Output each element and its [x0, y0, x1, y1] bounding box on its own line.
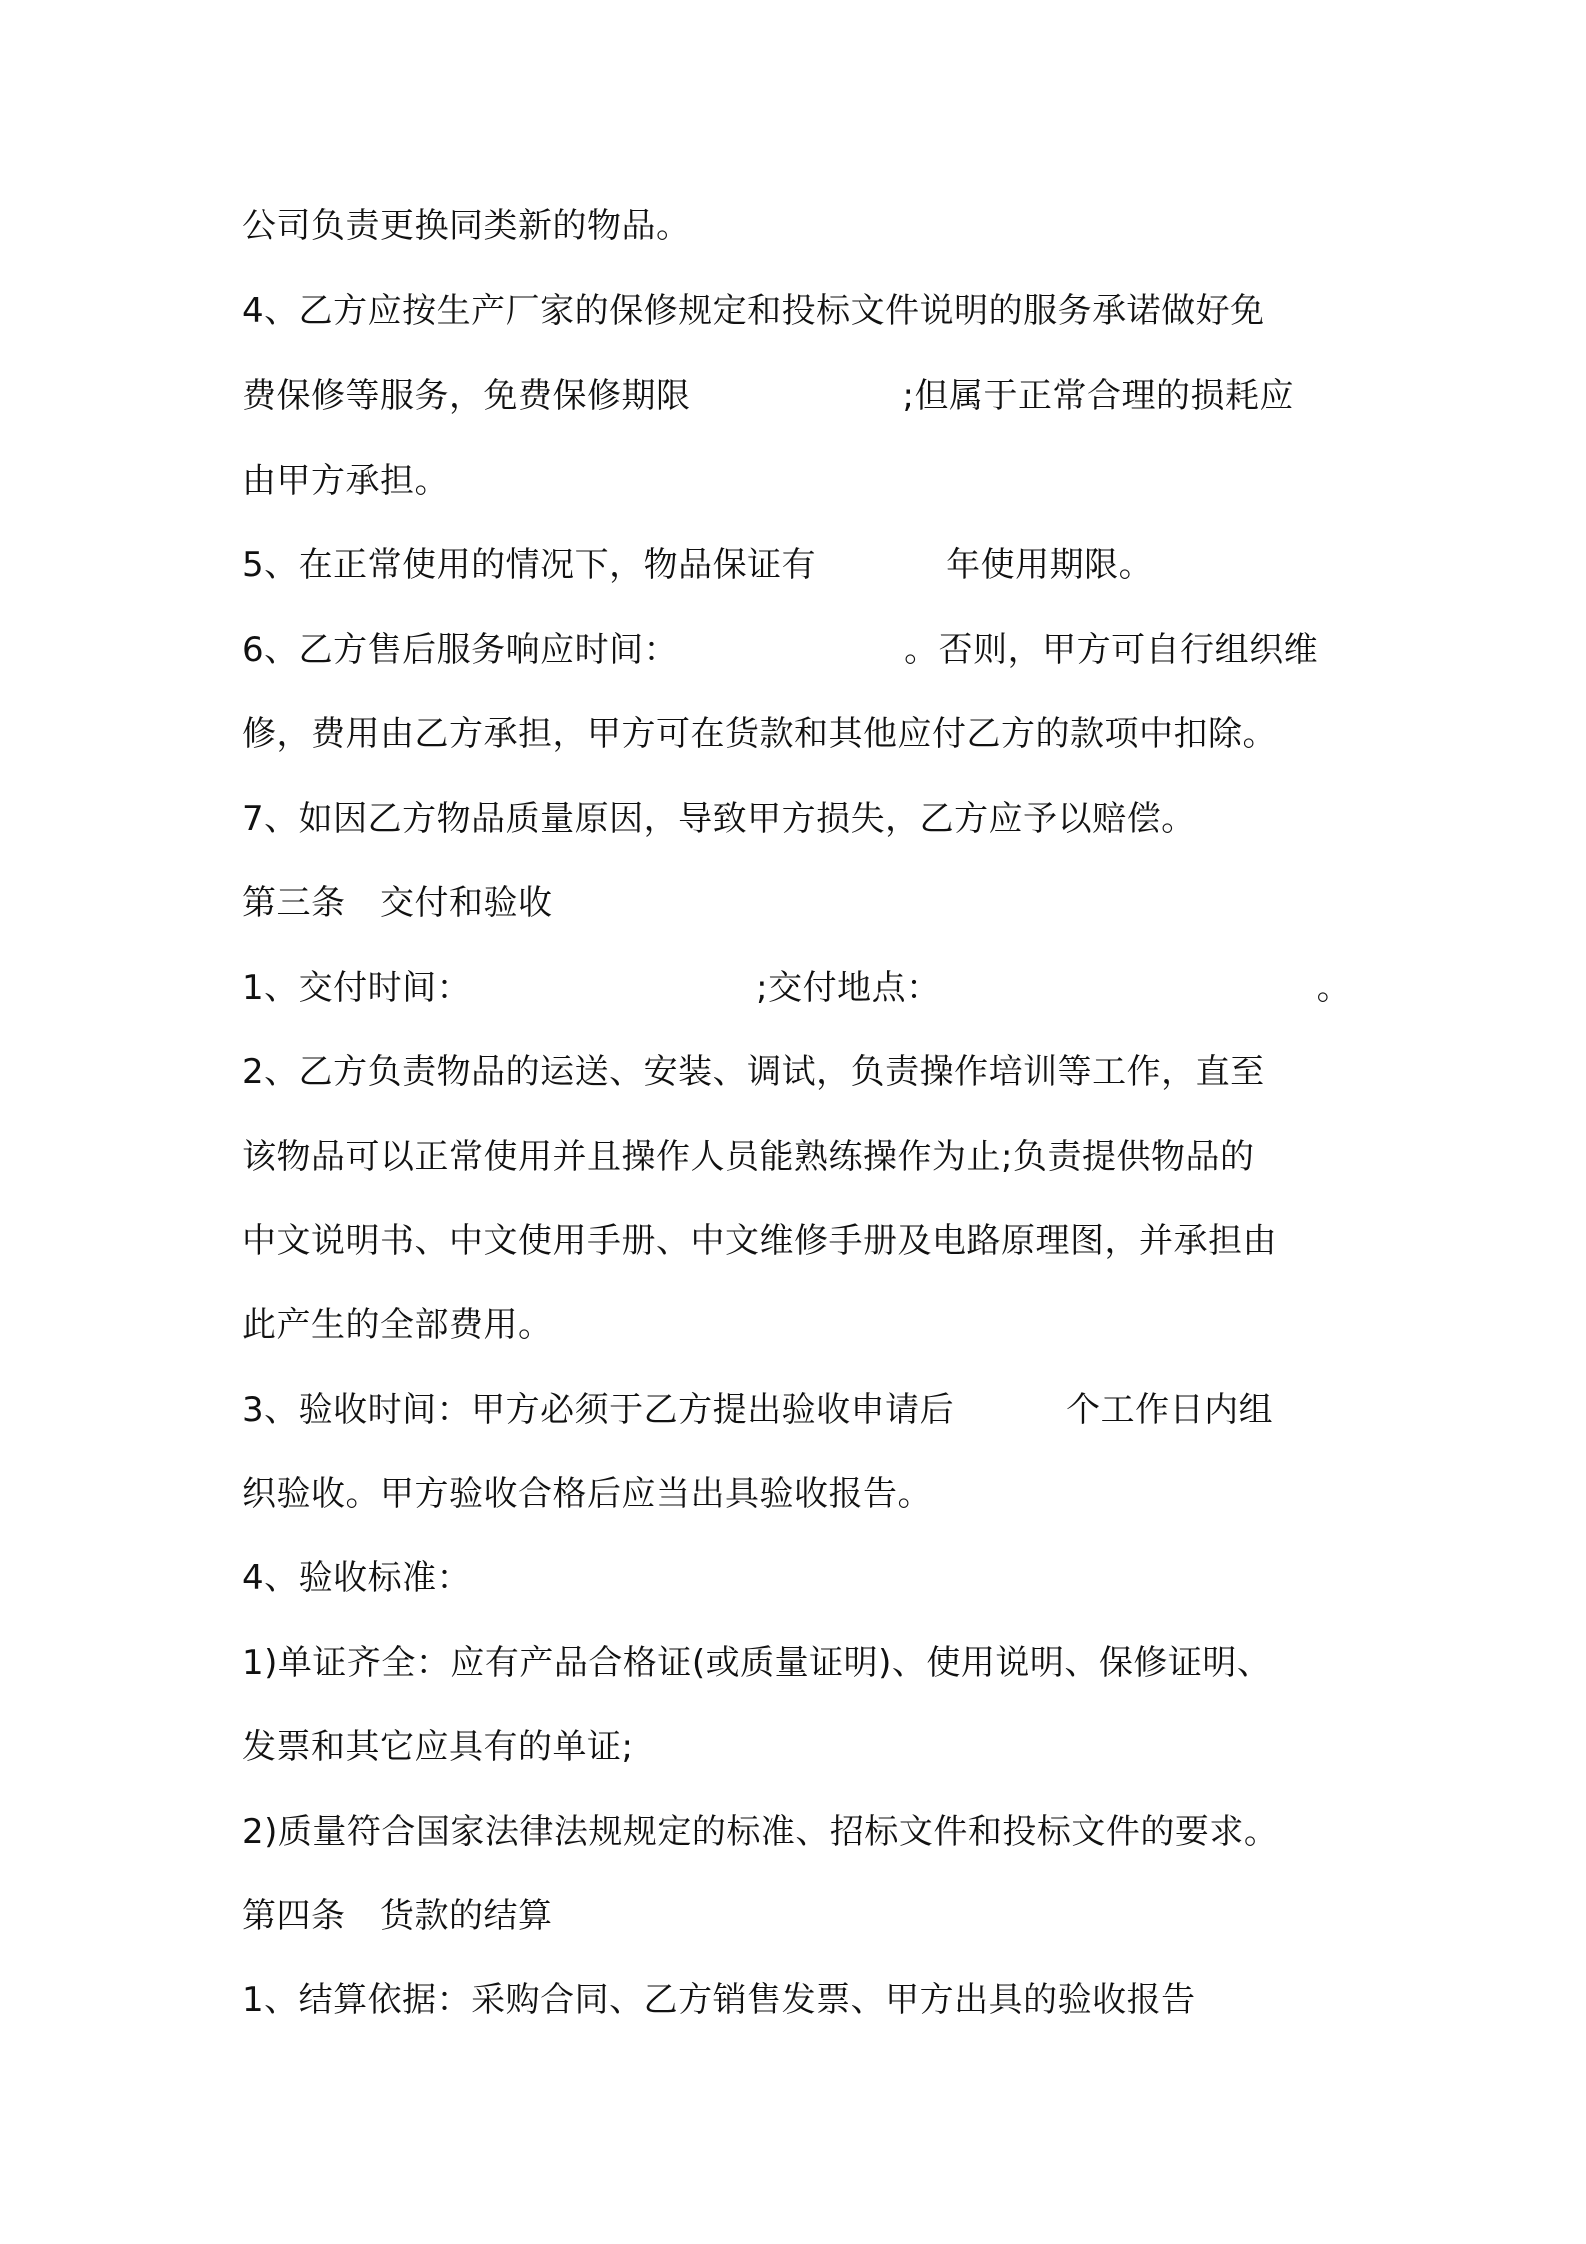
text-line-2 — [242, 281, 1362, 341]
line-text-part-1: 1、交付时间： — [242, 968, 472, 1008]
text-line-15 — [242, 1380, 1362, 1440]
heading-text: 第四条 货款的结算 — [242, 1896, 553, 1936]
text-line-20 — [242, 1802, 1362, 1862]
heading-text: 第三条 交付和验收 — [242, 883, 553, 923]
text-line-5 — [242, 535, 1362, 595]
line-text: 4、乙方应按生产厂家的保修规定和投标文件说明的服务承诺做好免 — [242, 291, 1265, 331]
line-text-part-1: 3、验收时间：甲方必须于乙方提出验收申请后 — [242, 1390, 955, 1430]
line-text: 该物品可以正常使用并且操作人员能熟练操作为止;负责提供物品的 — [242, 1137, 1255, 1177]
line-text-part-1: 费保修等服务，免费保修期限 — [242, 376, 691, 416]
line-text-part-2: ;交付地点： — [756, 968, 941, 1008]
text-line-7 — [242, 704, 1362, 764]
line-text: 由甲方承担。 — [242, 461, 449, 501]
text-line-22 — [242, 1970, 1362, 2030]
line-text: 发票和其它应具有的单证; — [242, 1727, 634, 1767]
text-line-1 — [242, 196, 1362, 256]
text-line-4 — [242, 451, 1362, 511]
text-line-8 — [242, 789, 1362, 849]
line-text: 修，费用由乙方承担，甲方可在货款和其他应付乙方的款项中扣除。 — [242, 714, 1277, 754]
text-line-17 — [242, 1548, 1362, 1608]
line-text-part-2: 。否则，甲方可自行组织维 — [904, 630, 1319, 670]
text-line-6 — [242, 620, 1362, 680]
text-line-18 — [242, 1633, 1362, 1693]
line-text-part-3: 。 — [1316, 968, 1352, 1008]
text-line-10 — [242, 958, 1362, 1018]
line-text: 中文说明书、中文使用手册、中文维修手册及电路原理图，并承担由 — [242, 1221, 1277, 1261]
line-text: 公司负责更换同类新的物品。 — [242, 206, 691, 246]
line-text-part-2: ;但属于正常合理的损耗应 — [902, 376, 1294, 416]
section-heading-4 — [242, 1886, 1362, 1946]
line-text-part-1: 5、在正常使用的情况下，物品保证有 — [242, 545, 817, 585]
text-line-16 — [242, 1464, 1362, 1524]
line-text: 7、如因乙方物品质量原因，导致甲方损失，乙方应予以赔偿。 — [242, 799, 1196, 839]
line-text: 1、结算依据：采购合同、乙方销售发票、甲方出具的验收报告 — [242, 1980, 1196, 2020]
line-text: 2)质量符合国家法律法规规定的标准、招标文件和投标文件的要求。 — [242, 1812, 1279, 1852]
line-text-part-1: 6、乙方售后服务响应时间： — [242, 630, 679, 670]
section-heading-3 — [242, 873, 1362, 933]
text-line-19 — [242, 1717, 1362, 1777]
text-line-11 — [242, 1042, 1362, 1102]
line-text-part-2: 年使用期限。 — [946, 545, 1154, 585]
text-line-13 — [242, 1211, 1362, 1271]
text-line-14 — [242, 1295, 1362, 1355]
line-text: 2、乙方负责物品的运送、安装、调试，负责操作培训等工作，直至 — [242, 1052, 1265, 1092]
text-line-3 — [242, 366, 1362, 426]
line-text: 此产生的全部费用。 — [242, 1305, 553, 1345]
line-text-part-2: 个工作日内组 — [1066, 1390, 1274, 1430]
line-text: 织验收。甲方验收合格后应当出具验收报告。 — [242, 1474, 932, 1514]
line-text: 4、验收标准： — [242, 1558, 472, 1598]
line-text: 1)单证齐全：应有产品合格证(或质量证明)、使用说明、保修证明、 — [242, 1643, 1272, 1683]
text-line-12 — [242, 1127, 1362, 1187]
